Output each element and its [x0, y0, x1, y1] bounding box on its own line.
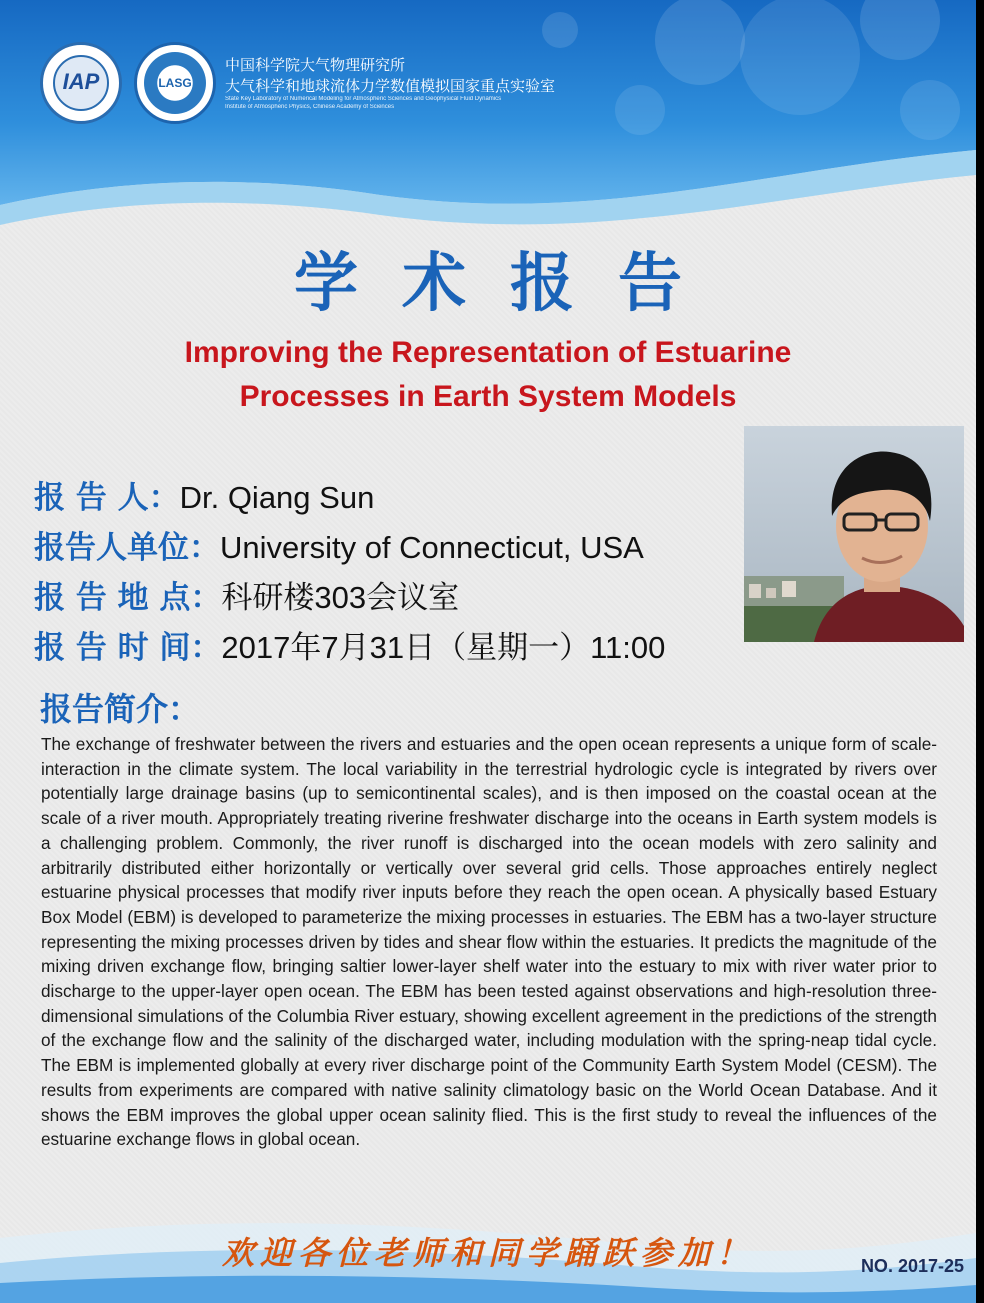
time-label: 报 告 时 间：	[34, 630, 222, 666]
location-row	[34, 572, 459, 617]
institute-cn: 中国科学院大气物理研究所	[225, 57, 406, 74]
affiliation-value: University of Connecticut, USA	[220, 530, 644, 565]
location-value: 科研楼303会议室	[221, 580, 460, 615]
iap-logo: IAP	[40, 42, 122, 124]
speaker-row	[34, 472, 374, 517]
time-value: 2017年7月31日（星期一）11:00	[221, 630, 666, 665]
talk-title-line1: Improving the Representation of Estuarine	[184, 336, 792, 369]
header-wave-background	[0, 0, 976, 260]
lab-cn: 大气科学和地球流体力学数值模拟国家重点实验室	[225, 78, 556, 95]
lab-en: State Key Laboratory of Numerical Modeling for Atmospheric Sciences and Geophysical Fluid Dynamics	[225, 96, 502, 102]
welcome-message: 欢迎各位老师和同学踊跃参加！	[221, 1234, 754, 1272]
speaker-photo	[744, 426, 964, 642]
lasg-logo: LASG	[134, 42, 216, 124]
institute-en: Institute of Atmospheric Physics, Chinese Academy of Sciences	[225, 104, 395, 110]
speaker-name: Dr. Qiang Sun	[179, 480, 375, 515]
affiliation-label: 报告人单位：	[34, 530, 220, 566]
abstract-text: The exchange of freshwater between the rivers and estuaries and the open ocean represents a unique form of scale-interaction in the climate system. The local variability in the terrestrial hydrologic cycle is integrated by rivers over potentially large drainage basins (up to semicontinental scales), and is then imposed on the coastal ocean at the scale of a river mouth. Appropriately treating riverine freshwater discharge into the oceans in Earth system models is a challenging problem. Commonly, the river runoff is discharged into the ocean models with zero salinity and arbitrarily distributed either horizontally or vertically over several grid cells. Those approaches entirely neglect estuarine physical processes that modify river inputs before they reach the open ocean. A physically based Estuary Box Model (EBM) is developed to parameterize the mixing processes in estuaries. The EBM has a two-layer structure representing the mixing processes driven by tides and shear flow within the estuaries. It predicts the magnitude of the mixing driven exchange flow, bringing saltier lower-layer shelf water into the estuary to mix with river water prior to discharge to the upper-layer open ocean. The EBM has been tested against observations and high-resolution three-dimensional simulations of the Columbia River estuary, showing excellent agreement in the predictions of the strength of the exchange flow and the salinity of the discharged water, including modulation with the spring-neap tidal cycle. The EBM is implemented globally at every river discharge point of the Community Earth System Model (CESM). The results from experiments are compared with native salinity climatology basic on the World Ocean Database. And it shows the EBM improves the global upper ocean salinity flied. This is the first study to reveal the influences of the estuarine exchange flows in global ocean.	[41, 734, 937, 1150]
report-number: NO. 2017-25	[860, 1256, 964, 1276]
time-row	[34, 622, 665, 667]
speaker-label: 报 告 人：	[34, 480, 180, 516]
location-label: 报 告 地 点：	[34, 580, 222, 616]
main-title: 学术报告	[294, 247, 726, 321]
talk-title-line2: Processes in Earth System Models	[239, 380, 737, 413]
affiliation-row	[34, 522, 644, 567]
abstract-heading: 报告简介：	[40, 690, 201, 728]
